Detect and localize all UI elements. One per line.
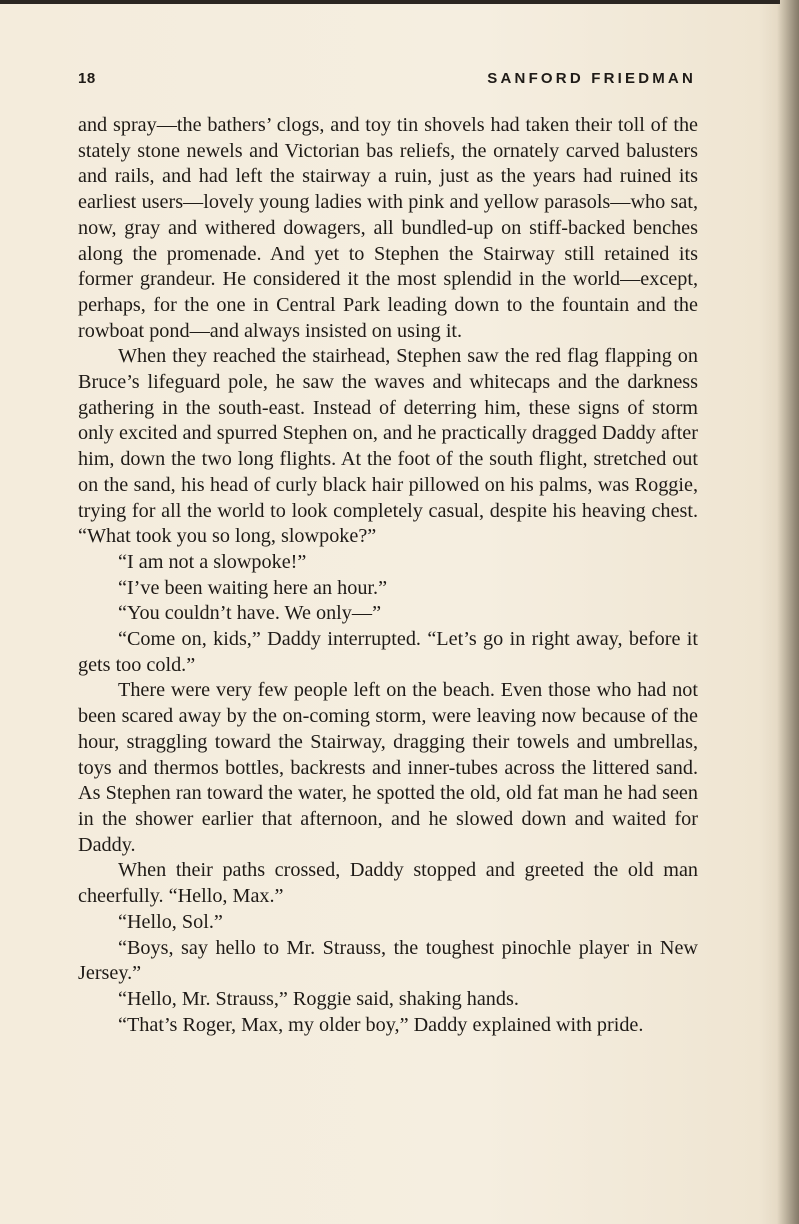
paragraph: “Boys, say hello to Mr. Strauss, the toughest pinochle player in New Jersey.” <box>78 936 698 985</box>
paragraph: “Hello, Mr. Strauss,” Roggie said, shaking hands. <box>118 987 519 1010</box>
top-edge-rule <box>0 0 780 4</box>
author-running-head: SANFORD FRIEDMAN <box>487 70 696 87</box>
paragraph: When they reached the stairhead, Stephen saw the red flag flapping on Bruce’s lifeguard pole, he saw the waves and whitecaps and the darkness gathering in the south-east. Instead of deterring him, these signs of storm only excited and spurred Stephen on, and he practically dragged Daddy after him, down the two long flights. At the foot of the south flight, stretched out on the sand, his head of curly black hair pillowed on his palms, was Roggie, trying for all the world to look completely casual, despite his heaving chest. “What took you so long, slowpoke?” <box>78 345 698 548</box>
paragraph: There were very few people left on the beach. Even those who had not been scared away by the on-coming storm, were leaving now because of the hour, straggling toward the Stairway, dragging their towels and umbrellas, toys and thermos bottles, backrests and inner-tubes across the littered sand. As Stephen ran toward the water, he spotted the old, old fat man he had seen in the shower earlier that afternoon, and he slowed down and waited for Daddy. <box>78 679 698 856</box>
paragraph: When their paths crossed, Daddy stopped and greeted the old man cheerfully. “Hello, Max.” <box>78 859 698 908</box>
running-head <box>78 70 696 94</box>
paragraph: “Hello, Sol.” <box>118 910 223 933</box>
paragraph: “Come on, kids,” Daddy interrupted. “Let’s go in right away, before it gets too cold.” <box>78 628 698 676</box>
paragraph: “I’ve been waiting here an hour.” <box>118 576 388 599</box>
page-edge-shadow <box>777 0 799 1224</box>
page-number: 18 <box>78 70 96 87</box>
paragraph: “You couldn’t have. We only—” <box>118 602 382 625</box>
paragraph: and spray—the bathers’ clogs, and toy tin shovels had taken their toll of the stately stone newels and Victorian bas reliefs, the ornately carved balusters and rails, and had left the stairway a ruin, just as the years had ruined its earliest users—lovely young ladies with pink and yellow parasols—who sat, now, gray and withered dowagers, all bundled-up on stiff-backed benches along the promenade. And yet to Stephen the Stairway still retained its former grandeur. He considered it the most splendid in the world—except, perhaps, for the one in Central Park leading down to the fountain and the rowboat pond—and always insisted on using it. <box>78 114 698 342</box>
paragraph: “I am not a slowpoke!” <box>118 550 307 573</box>
paragraph: “That’s Roger, Max, my older boy,” Daddy explained with pride. <box>118 1013 644 1036</box>
body-text <box>78 113 698 1038</box>
